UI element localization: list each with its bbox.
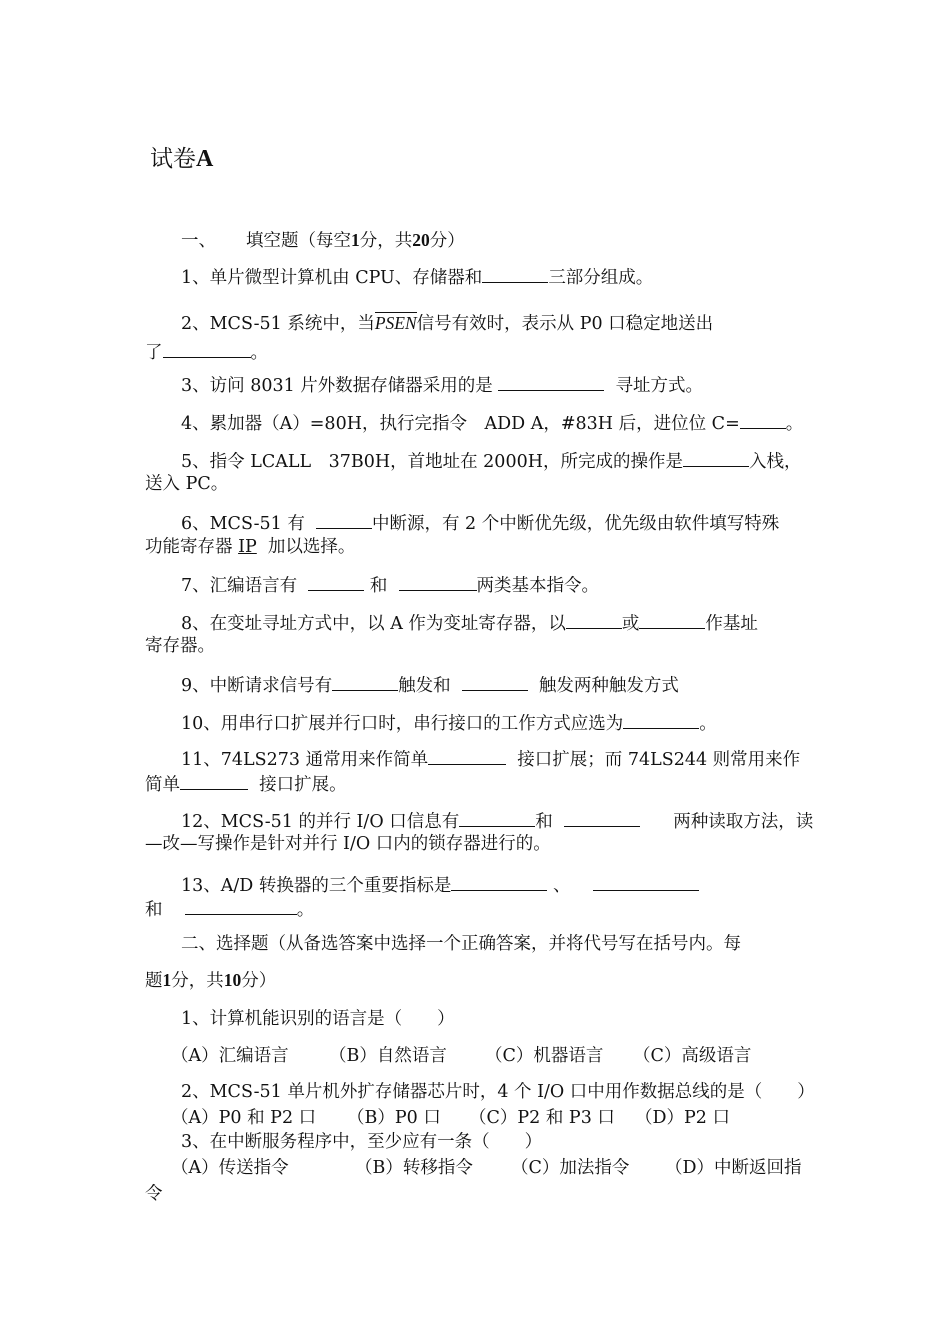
- question-2-cont: 了 。: [145, 339, 810, 365]
- question-10: 10、用串行口扩展并行口时，串行接口的工作方式应选为 。: [145, 710, 846, 736]
- question-2: 2、MCS-51 系统中，当PSEN信号有效时，表示从 P0 口稳定地送出: [181, 313, 714, 334]
- question-6: 6、MCS-51 有 中断源，有 2 个中断优先级，优先级由软件填写特殊: [145, 510, 846, 536]
- answer-blank[interactable]: [683, 448, 749, 467]
- answer-blank[interactable]: [451, 872, 547, 891]
- question-7: 7、汇编语言有 和 两类基本指令。: [145, 572, 846, 598]
- mc-question-3-cont: 令: [145, 1184, 163, 1204]
- question-12-cont: —改—写操作是针对并行 I/O 口内的锁存器进行的。: [145, 834, 551, 854]
- option-b[interactable]: （B）自然语言: [329, 1046, 447, 1066]
- question-1: 1、单片微型计算机由 CPU、存储器和 三部分组成。: [145, 264, 846, 290]
- psen-signal: PSEN: [374, 313, 417, 333]
- option-c[interactable]: （C）机器语言: [485, 1046, 604, 1066]
- answer-blank[interactable]: [332, 672, 398, 691]
- mc-question-1-options: [145, 1044, 836, 1068]
- title-text: 试卷: [150, 146, 196, 172]
- answer-blank[interactable]: [566, 610, 622, 629]
- answer-blank[interactable]: [593, 872, 699, 891]
- question-6-cont: 功能寄存器 IP 加以选择。: [145, 537, 356, 557]
- question-5-cont: 送入 PC。: [145, 474, 229, 494]
- answer-blank[interactable]: [482, 264, 548, 283]
- answer-blank[interactable]: [308, 572, 364, 591]
- question-11: 11、74LS273 通常用来作简单 接口扩展；而 74LS244 则常用来作: [145, 746, 846, 772]
- question-8-cont: 寄存器。: [145, 636, 215, 656]
- answer-blank[interactable]: [459, 808, 535, 827]
- answer-blank[interactable]: [564, 808, 640, 827]
- exam-title: [150, 140, 213, 173]
- answer-blank[interactable]: [399, 572, 477, 591]
- answer-blank[interactable]: [316, 510, 372, 529]
- question-3: 3、访问 8031 片外数据存储器采用的是 寻址方式。: [145, 372, 846, 398]
- question-12: 12、MCS-51 的并行 I/O 口信息有 和 两种读取方法，读: [145, 808, 846, 834]
- option-d[interactable]: （D）P2 口: [635, 1108, 731, 1128]
- section-2-heading-cont: 题1分，共10分）: [145, 970, 277, 991]
- section-2-heading: 二、选择题（从备选答案中选择一个正确答案，并将代号写在括号内。每: [181, 934, 741, 954]
- question-4: 4、累加器（A）=80H，执行完指令 ADD A，#83H 后，进位位 C= 。: [145, 410, 846, 436]
- answer-blank[interactable]: [639, 610, 705, 629]
- option-d[interactable]: （C）高级语言: [633, 1046, 752, 1066]
- answer-blank[interactable]: [180, 771, 248, 790]
- option-c[interactable]: （C）P2 和 P3 口: [469, 1108, 615, 1128]
- answer-blank[interactable]: [498, 372, 604, 391]
- mc-question-2-options: [145, 1106, 836, 1130]
- option-d[interactable]: （D）中断返回指: [665, 1158, 802, 1178]
- answer-blank[interactable]: [462, 672, 528, 691]
- answer-blank[interactable]: [428, 746, 506, 765]
- mc-question-3-options: [145, 1156, 836, 1180]
- option-a[interactable]: （A）汇编语言: [171, 1046, 289, 1066]
- title-letter: A: [196, 146, 214, 172]
- answer-blank[interactable]: [163, 339, 251, 358]
- section-1-heading: 一、 填空题（每空1分，共20分）: [181, 230, 465, 251]
- question-11-cont: 简单 接口扩展。: [145, 771, 810, 797]
- mc-question-3: 3、在中断服务程序中，至少应有一条（ ）: [181, 1132, 543, 1152]
- mc-question-1: 1、计算机能识别的语言是（ ）: [181, 1009, 455, 1029]
- option-a[interactable]: （A）传送指令: [171, 1158, 289, 1178]
- answer-blank[interactable]: [185, 896, 297, 915]
- answer-blank[interactable]: [740, 410, 786, 429]
- question-5: 5、指令 LCALL 37B0H，首地址在 2000H，所完成的操作是 入栈，: [145, 448, 846, 474]
- answer-blank[interactable]: [623, 710, 699, 729]
- question-9: 9、中断请求信号有 触发和 触发两种触发方式: [145, 672, 846, 698]
- question-8: 8、在变址寻址方式中，以 A 作为变址寄存器，以 或 作基址: [145, 610, 846, 636]
- option-a[interactable]: （A）P0 和 P2 口: [171, 1108, 317, 1128]
- option-c[interactable]: （C）加法指令: [511, 1158, 630, 1178]
- question-13-cont: 和 。: [145, 896, 810, 922]
- option-b[interactable]: （B）转移指令: [355, 1158, 473, 1178]
- mc-question-2: 2、MCS-51 单片机外扩存储器芯片时，4 个 I/O 口中用作数据总线的是（ ）: [181, 1082, 815, 1102]
- option-b[interactable]: （B）P0 口: [347, 1108, 441, 1128]
- question-13: 13、A/D 转换器的三个重要指标是 、: [145, 872, 846, 898]
